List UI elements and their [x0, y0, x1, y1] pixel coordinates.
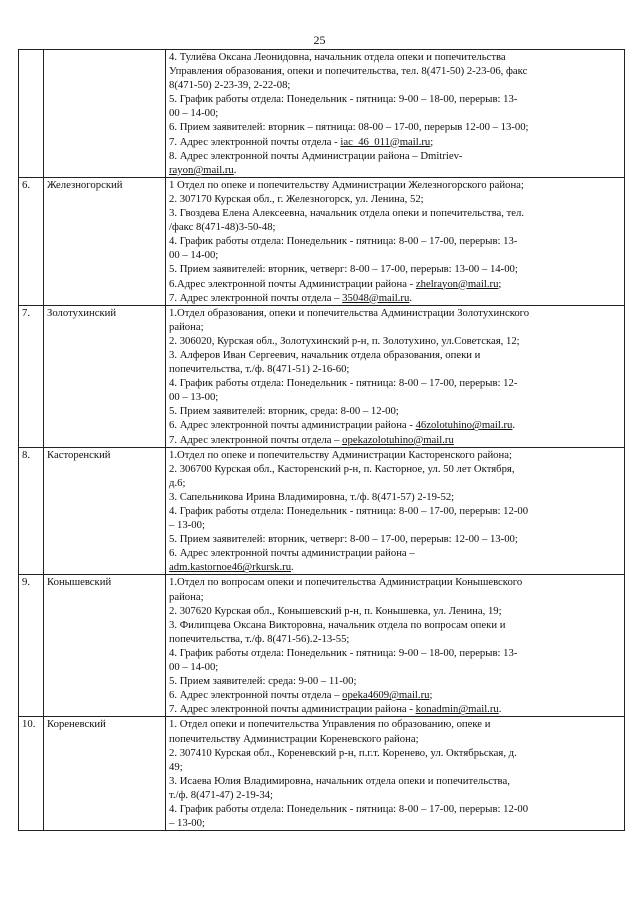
info-line[interactable]: 6.Адрес электронной почты Администрации района - zhelrayon@mail.ru; — [169, 277, 502, 290]
email-link[interactable]: opekazolotuhino@mail.ru — [342, 433, 454, 446]
info-line: 5. Прием заявителей: вторник, среда: 8-00 – 12-00; — [169, 405, 399, 418]
info-line[interactable]: 6. Адрес электронной почты администрации района - 46zolotuhino@mail.ru. — [169, 419, 516, 432]
page-number: 25 — [313, 33, 326, 47]
info-line: района; — [169, 590, 204, 603]
info-line[interactable]: 6. Адрес электронной почты отдела – opeka4609@mail.ru; — [169, 689, 433, 702]
info-line: Управления образования, опеки и попечительства, тел. 8(471-50) 2-23-06, факс — [169, 65, 528, 78]
email-link[interactable]: iac_46_011@mail.ru — [340, 135, 431, 148]
info-line: 3. Сапельникова Ирина Владимировна, т./ф. 8(471-57) 2-19-52; — [169, 490, 455, 503]
district-name: Железногорский — [44, 177, 166, 305]
info-line: 49; — [169, 760, 183, 773]
row-number: 7. — [19, 305, 44, 447]
district-name: Конышевский — [44, 575, 166, 717]
district-name — [44, 50, 166, 178]
email-link[interactable]: adm.kastornoe46@rkursk.ru — [169, 561, 292, 574]
row-number — [19, 50, 44, 178]
info-line: 2. 307170 Курская обл., г. Железногорск, ул. Ленина, 52; — [169, 192, 424, 205]
district-name: Золотухинский — [44, 305, 166, 447]
info-line: 6. Прием заявителей: вторник – пятница: 08-00 – 17-00, перерыв 12-00 – 13-00; — [169, 121, 529, 134]
info-line: 5. Прием заявителей: вторник, четверг: 8-00 – 17-00, перерыв: 13-00 – 14-00; — [169, 263, 518, 276]
info-line[interactable]: 7. Адрес электронной почты отдела - iac_46_011@mail.ru; — [169, 135, 434, 148]
info-line: 2. 307620 Курская обл., Конышевский р-н, п. Конышевка, ул. Ленина, 19; — [169, 604, 502, 617]
district-name: Кореневский — [44, 717, 166, 831]
info-line: 4. График работы отдела: Понедельник - пятница: 8-00 – 17-00, перерыв: 12-00 — [169, 802, 529, 815]
info-line: попечительства, т./ф. 8(471-51) 2-16-60; — [169, 363, 350, 376]
info-line[interactable]: 7. Адрес электронной почты администрации района - konadmin@mail.ru. — [169, 703, 502, 716]
info-line: района; — [169, 320, 204, 333]
info-line[interactable]: rayon@mail.ru. — [169, 163, 237, 176]
info-line[interactable]: 7. Адрес электронной почты отдела – opekazolotuhino@mail.ru — [169, 433, 454, 446]
info-line: 1.Отдел образования, опеки и попечительства Администрации Золотухинского — [169, 306, 530, 319]
info-line: 1.Отдел по вопросам опеки и попечительства Администрации Конышевского — [169, 576, 523, 589]
table-row — [19, 177, 625, 305]
info-line: 3. Филипцева Оксана Викторовна, начальник отдела по вопросам опеки и — [169, 618, 506, 631]
table-row — [19, 50, 625, 178]
info-line: т./ф. 8(471-47) 2-19-34; — [169, 788, 273, 801]
contact-info — [166, 50, 625, 178]
info-line[interactable]: adm.kastornoe46@rkursk.ru. — [169, 561, 294, 574]
info-line: 00 – 14-00; — [169, 661, 219, 674]
info-line: 8(471-50) 2-23-39, 2-22-08; — [169, 79, 291, 92]
info-line: 3. Гвоздева Елена Алексеевна, начальник отдела опеки и попечительства, тел. — [169, 207, 524, 220]
info-line: 4. График работы отдела: Понедельник - пятница: 8-00 – 17-00, перерыв: 12-00 — [169, 505, 529, 517]
info-line: 00 – 14-00; — [169, 249, 219, 262]
row-number: 8. — [19, 447, 44, 575]
info-line: 4. График работы отдела: Понедельник - пятница: 8-00 – 17-00, перерыв: 12- — [169, 377, 518, 390]
info-line: 5. Прием заявителей: вторник, четверг: 8-00 – 17-00, перерыв: 12-00 – 13-00; — [169, 533, 518, 546]
table-row — [19, 305, 625, 447]
table-row — [19, 447, 625, 575]
contact-info — [166, 305, 625, 447]
info-line: 5. График работы отдела: Понедельник - пятница: 9-00 – 18-00, перерыв: 13- — [169, 93, 518, 106]
contact-info — [166, 575, 625, 717]
contact-info — [166, 717, 625, 831]
contact-info — [166, 177, 625, 305]
email-link[interactable]: konadmin@mail.ru — [415, 703, 499, 716]
info-line: – 13-00; — [169, 519, 205, 532]
email-link[interactable]: opeka4609@mail.ru — [342, 689, 430, 702]
info-line: 3. Алферов Иван Сергеевич, начальник отдела образования, опеки и — [169, 348, 481, 361]
info-line: – 13-00; — [169, 817, 205, 830]
row-number: 6. — [19, 177, 44, 305]
email-link[interactable]: 46zolotuhino@mail.ru — [415, 419, 513, 432]
info-line: 4. Тулиёва Оксана Леонидовна, начальник отдела опеки и попечительства — [169, 51, 506, 63]
row-number: 9. — [19, 575, 44, 717]
table-row — [19, 575, 625, 717]
info-line: 1.Отдел по опеке и попечительству Администрации Касторенского района; — [169, 448, 512, 461]
info-line: 1 Отдел по опеке и попечительству Администрации Железногорского района; — [169, 178, 524, 191]
info-line: /факс 8(471-48)3-50-48; — [169, 221, 276, 234]
info-line: 4. График работы отдела: Понедельник - пятница: 9-00 – 18-00, перерыв: 13- — [169, 646, 518, 659]
row-number: 10. — [19, 717, 44, 831]
info-line: 2. 307410 Курская обл., Кореневский р-н, п.г.т. Коренево, ул. Октябрьская, д. — [169, 746, 517, 759]
email-link[interactable]: 35048@mail.ru — [342, 291, 410, 304]
info-line: 5. Прием заявителей: среда: 9-00 – 11-00; — [169, 675, 357, 688]
district-name: Касторенский — [44, 447, 166, 575]
info-line: д.6; — [169, 476, 186, 489]
info-line: 2. 306020, Курская обл., Золотухинский р-н, п. Золотухино, ул.Советская, 12; — [169, 334, 520, 347]
info-line: попечительства, т./ф. 8(471-56).2-13-55; — [169, 632, 350, 645]
info-line: 00 – 13-00; — [169, 391, 219, 404]
email-link[interactable]: rayon@mail.ru — [169, 163, 234, 176]
email-link[interactable]: zhelrayon@mail.ru — [415, 277, 499, 290]
info-line[interactable]: 7. Адрес электронной почты отдела – 35048@mail.ru. — [169, 291, 412, 304]
info-line: 4. График работы отдела: Понедельник - пятница: 8-00 – 17-00, перерыв: 13- — [169, 235, 518, 248]
district-contacts-table — [18, 49, 625, 831]
info-line: 1. Отдел опеки и попечительства Управления по образованию, опеке и — [169, 718, 491, 731]
info-line: 8. Адрес электронной почты Администрации района – Dmitriev- — [169, 149, 463, 162]
info-line: 6. Адрес электронной почты администрации района – — [169, 547, 415, 560]
table-row — [19, 717, 625, 831]
contact-info — [166, 447, 625, 575]
info-line: 2. 306700 Курская обл., Касторенский р-н, п. Касторное, ул. 50 лет Октября, — [169, 462, 515, 475]
info-line: 3. Исаева Юлия Владимировна, начальник отдела опеки и попечительства, — [169, 774, 510, 787]
info-line: 00 – 14-00; — [169, 107, 219, 120]
info-line: попечительству Администрации Кореневского района; — [169, 732, 419, 745]
